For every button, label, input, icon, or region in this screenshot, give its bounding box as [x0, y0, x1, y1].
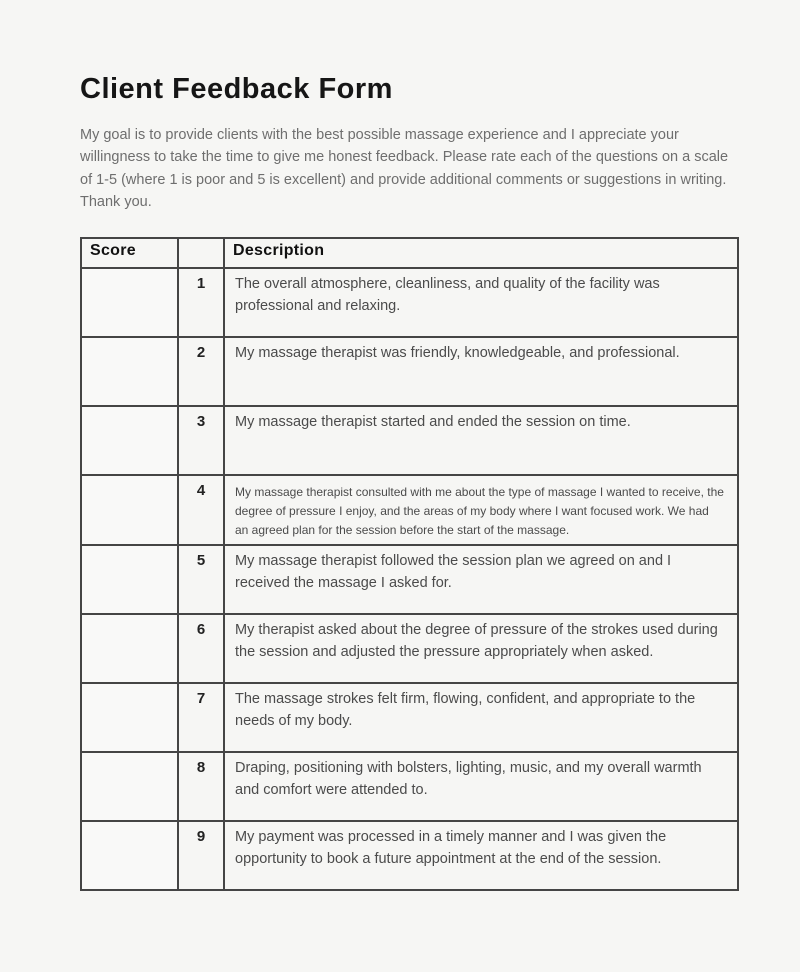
page-title: Client Feedback Form [80, 73, 393, 105]
table-row [81, 821, 738, 890]
feedback-table [80, 237, 739, 892]
score-input-cell[interactable] [81, 545, 178, 614]
table-row [81, 475, 738, 546]
question-number: 2 [178, 337, 224, 406]
question-number: 9 [178, 821, 224, 890]
table-row [81, 406, 738, 475]
table-header-row [81, 238, 738, 268]
score-input-cell[interactable] [81, 475, 178, 546]
question-number: 3 [178, 406, 224, 475]
score-input-cell[interactable] [81, 683, 178, 752]
description-column-header: Description [224, 238, 738, 268]
table-row [81, 268, 738, 337]
question-description: The overall atmosphere, cleanliness, and quality of the facility was professional and relaxing. [224, 268, 738, 337]
intro-paragraph: My goal is to provide clients with the best possible massage experience and I appreciate your willingness to take the time to give me honest feedback. Please rate each of the questions on a scale of 1-5 (where 1 is poor and 5 is excellent) and provide additional comments or suggestions in writing. Thank you. [80, 126, 729, 211]
table-row [81, 337, 738, 406]
score-input-cell[interactable] [81, 614, 178, 683]
question-description: My massage therapist was friendly, knowledgeable, and professional. [224, 337, 738, 406]
number-column-header [178, 238, 224, 268]
question-description: My payment was processed in a timely manner and I was given the opportunity to book a future appointment at the end of the session. [224, 821, 738, 890]
score-column-header: Score [81, 238, 178, 268]
table-row [81, 683, 738, 752]
table-row [81, 545, 738, 614]
table-row [81, 614, 738, 683]
score-input-cell[interactable] [81, 268, 178, 337]
question-description: My massage therapist started and ended the session on time. [224, 406, 738, 475]
score-input-cell[interactable] [81, 406, 178, 475]
question-number: 1 [178, 268, 224, 337]
question-description: My therapist asked about the degree of pressure of the strokes used during the session and adjusted the pressure appropriately when asked. [224, 614, 738, 683]
score-input-cell[interactable] [81, 752, 178, 821]
question-description: My massage therapist consulted with me about the type of massage I wanted to receive, the degree of pressure I enjoy, and the areas of my body where I want focused work. We had an agreed plan for the session before the start of the massage. [224, 475, 738, 546]
question-number: 6 [178, 614, 224, 683]
question-description: My massage therapist followed the session plan we agreed on and I received the massage I asked for. [224, 545, 738, 614]
question-number: 4 [178, 475, 224, 546]
question-description: The massage strokes felt firm, flowing, confident, and appropriate to the needs of my body. [224, 683, 738, 752]
score-input-cell[interactable] [81, 337, 178, 406]
question-description: Draping, positioning with bolsters, lighting, music, and my overall warmth and comfort were attended to. [224, 752, 738, 821]
question-number: 7 [178, 683, 224, 752]
score-input-cell[interactable] [81, 821, 178, 890]
table-row [81, 752, 738, 821]
question-number: 8 [178, 752, 224, 821]
question-number: 5 [178, 545, 224, 614]
